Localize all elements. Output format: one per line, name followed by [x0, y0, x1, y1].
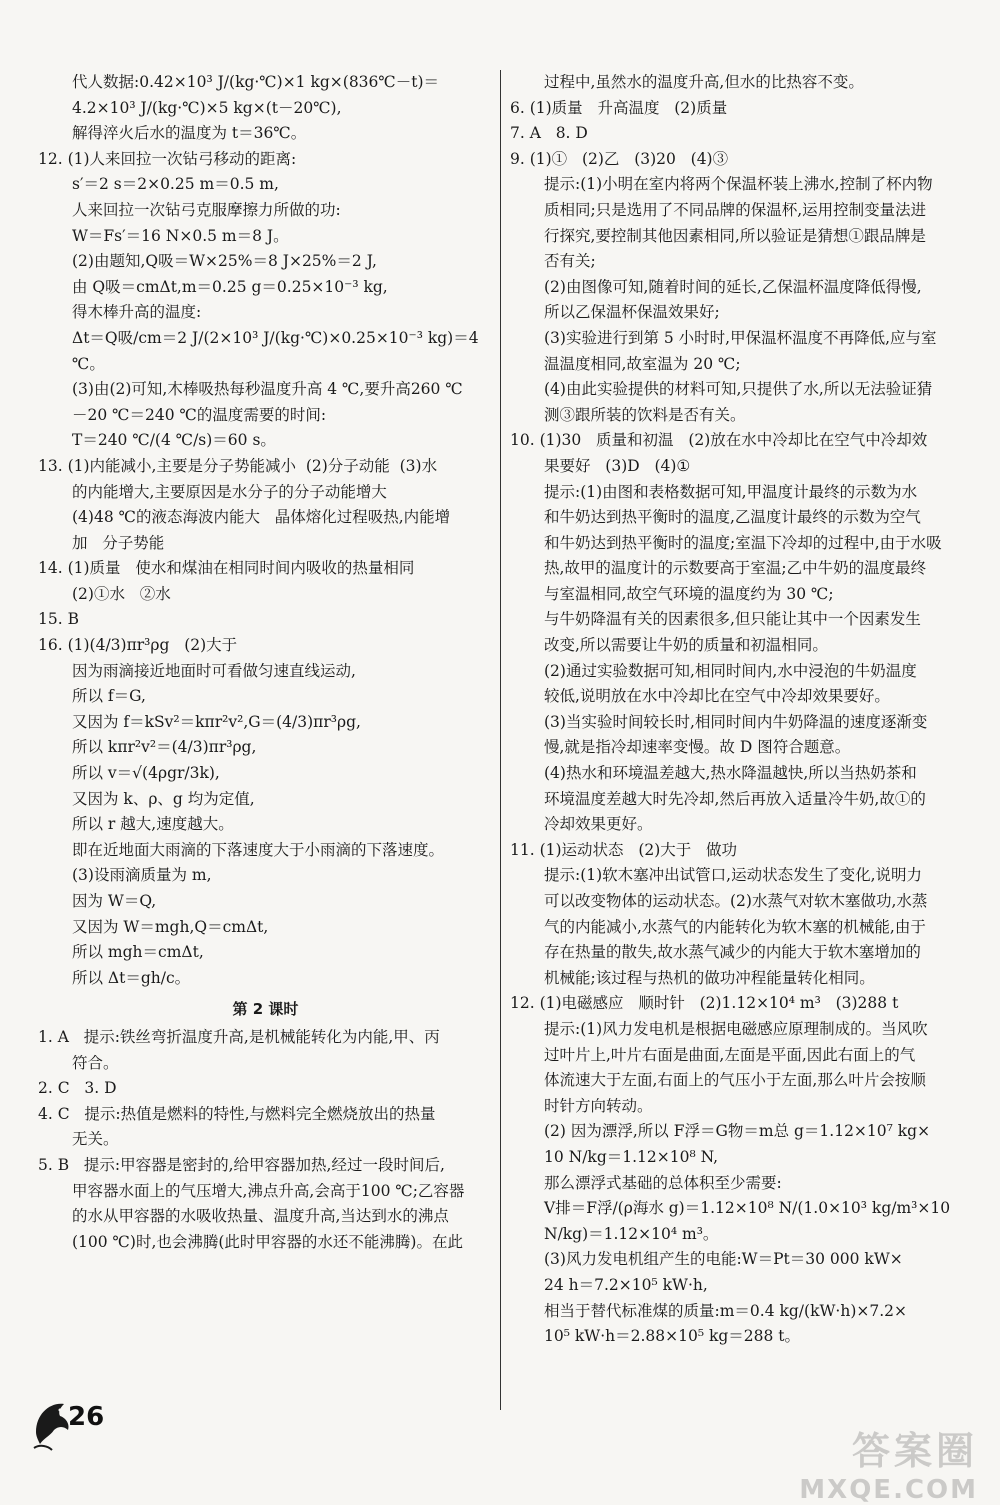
text-line: 提示:(1)由图和表格数据可知,甲温度计最终的示数为水: [544, 482, 918, 501]
text-line: (4)由此实验提供的材料可知,只提供了水,所以无法验证猜: [544, 380, 933, 399]
text-line: 10. (1)30 质量和初温 (2)放在水中冷却比在空气中冷却效: [510, 431, 928, 450]
text-line: 时针方向转动。: [544, 1096, 653, 1115]
text-line: (4)48 ℃的液态海波内能大 晶体熔化过程吸热,内能增: [72, 508, 451, 527]
text-line: 热,故甲的温度计的示数要高于室温;乙中牛奶的温度最终: [544, 559, 927, 578]
text-line: 机械能;该过程与热机的做功冲程能量转化相同。: [544, 968, 875, 987]
text-line: 果要好 (3)D (4)①: [544, 456, 691, 475]
text-line: 提示:(1)风力发电机是根据电磁感应原理制成的。当风吹: [544, 1019, 928, 1038]
column-divider: [500, 70, 501, 1410]
text-line: 解得淬火后水的温度为 t＝36℃。: [72, 124, 307, 143]
text-line: (2)①水 ②水: [72, 584, 171, 603]
text-line: 15. B: [38, 610, 79, 629]
text-line: (3)实验进行到第 5 小时时,甲保温杯温度不再降低,应与室: [544, 328, 937, 347]
text-line: 所以 kπr²v²＝(4/3)πr³ρg,: [72, 738, 257, 757]
text-line: (3)设雨滴质量为 m,: [72, 866, 212, 885]
text-line: (2)由题知,Q吸＝W×25%＝8 J×25%＝2 J,: [72, 252, 377, 271]
section-heading: 第 2 课时: [232, 1000, 299, 1019]
text-line: 14. (1)质量 使水和煤油在相同时间内吸收的热量相同: [38, 559, 415, 578]
text-line: 提示:(1)小明在室内将两个保温杯装上沸水,控制了杯内物: [544, 175, 933, 194]
text-line: 可以改变物体的运动状态。(2)水蒸气对软木塞做功,水蒸: [544, 892, 928, 910]
text-line: 又因为 f＝kSv²＝kπr²v²,G＝(4/3)πr³ρg,: [72, 712, 361, 731]
left-column: [38, 70, 493, 1255]
text-line: (3)当实验时间较长时,相同时间内牛奶降温的速度逐渐变: [544, 712, 928, 731]
text-line: 6. (1)质量 升高温度 (2)质量: [510, 98, 728, 117]
text-line: 即在近地面大雨滴的下落速度大于小雨滴的下落速度。: [72, 840, 445, 859]
text-line: 因为雨滴接近地面时可看做匀速直线运动,: [72, 661, 356, 680]
text-line: 否有关;: [544, 252, 596, 271]
text-line: 改变,所以需要让牛奶的质量和初温相同。: [544, 636, 828, 655]
text-line: 所以 v＝√(4ρgr/3k),: [72, 764, 220, 783]
text-line: 4.2×10³ J/(kg·℃)×5 kg×(t－20℃),: [72, 98, 342, 117]
text-line: (3)风力发电机组产生的电能:W＝Pt＝30 000 kW×: [544, 1250, 903, 1269]
text-line: 的水从甲容器的水吸收热量、温度升高,当达到水的沸点: [72, 1207, 449, 1226]
text-line: 所以 f＝G,: [72, 687, 146, 706]
text-line: 11. (1)运动状态 (2)大于 做功: [510, 840, 738, 859]
text-line: W＝Fs′＝16 N×0.5 m＝8 J。: [72, 226, 289, 245]
text-line: 与牛奶降温有关的因素很多,但只能让其中一个因素发生: [544, 610, 921, 629]
text-line: 7. A 8. D: [510, 124, 588, 143]
text-line: 代人数据:0.42×10³ J/(kg·℃)×1 kg×(836℃－t)＝: [72, 73, 440, 91]
text-line: 冷却效果更好。: [544, 815, 653, 834]
text-line: 体流速大于左面,右面上的气压小于左面,那么叶片会按顺: [544, 1071, 926, 1090]
text-line: 人来回拉一次钻弓克服摩擦力所做的功:: [72, 200, 341, 219]
page-number: 26: [68, 1402, 105, 1432]
text-line: 5. B 提示:甲容器是密封的,给甲容器加热,经过一段时间后,: [38, 1155, 445, 1174]
text-line: 测③跟所装的饮料是否有关。: [544, 405, 746, 424]
text-line: 所以 mgh＝cmΔt,: [72, 943, 204, 962]
text-line: 13. (1)内能减小,主要是分子势能减小 (2)分子动能 (3)水: [38, 456, 438, 475]
text-line: 10 N/kg＝1.12×10⁸ N,: [544, 1147, 719, 1166]
text-line: 2. C 3. D: [38, 1079, 117, 1098]
text-line: (4)热水和环境温差越大,热水降温越快,所以当热奶茶和: [544, 764, 917, 783]
text-line: 提示:(1)软木塞冲出试管口,运动状态发生了变化,说明力: [544, 866, 923, 885]
text-line: (2)由图像可知,随着时间的延长,乙保温杯温度降低得慢,: [544, 277, 922, 296]
text-line: 加 分子势能: [72, 533, 165, 552]
text-line: 所以 Δt＝gh/c。: [72, 968, 191, 987]
text-line: 无关。: [72, 1130, 119, 1149]
text-line: 较低,说明放在水中冷却比在空气中冷却效果要好。: [544, 687, 890, 706]
watermark-logo-text: 答案圈: [851, 1429, 978, 1473]
text-line: 温温度相同,故室温为 20 ℃;: [544, 354, 741, 373]
text-line: 相当于替代标准煤的质量:m＝0.4 kg/(kW·h)×7.2×: [544, 1301, 907, 1320]
text-line: 24 h＝7.2×10⁵ kW·h,: [544, 1275, 708, 1294]
text-line: (3)由(2)可知,木棒吸热每秒温度升高 4 ℃,要升高260 ℃: [72, 380, 463, 399]
text-line: 那么漂浮式基础的总体积至少需要:: [544, 1173, 782, 1192]
text-line: 与室温相同,故空气环境的温度约为 30 ℃;: [544, 584, 834, 603]
text-line: V排＝F浮/(ρ海水 g)＝1.12×10⁸ N/(1.0×10³ kg/m³×10 N/kg)＝1.12×10⁴ m³。: [544, 1199, 956, 1243]
text-line: 符合。: [72, 1053, 119, 1072]
right-column: [510, 70, 972, 1350]
text-line: 慢,就是指冷却速率变慢。故 D 图符合题意。: [544, 738, 851, 757]
text-line: 甲容器水面上的气压增大,沸点升高,会高于100 ℃;乙容器: [72, 1181, 465, 1200]
text-line: 因为 W＝Q,: [72, 892, 157, 910]
text-line: 得木棒升高的温度:: [72, 303, 202, 322]
text-line: 存在热量的散失,故水蒸气减少的内能大于软木塞增加的: [544, 943, 921, 962]
text-line: 12. (1)电磁感应 顺时针 (2)1.12×10⁴ m³ (3)288 t: [510, 994, 899, 1013]
text-line: 4. C 提示:热值是燃料的特性,与燃料完全燃烧放出的热量: [38, 1104, 436, 1123]
text-line: 又因为 W＝mgh,Q＝cmΔt,: [72, 917, 269, 936]
text-line: (2) 因为漂浮,所以 F浮＝G物＝m总 g＝1.12×10⁷ kg×: [544, 1122, 931, 1141]
text-line: 1. A 提示:铁丝弯折温度升高,是机械能转化为内能,甲、丙: [38, 1027, 440, 1046]
text-line: －20 ℃＝240 ℃的温度需要的时间:: [72, 405, 327, 424]
text-line: 的内能增大,主要原因是水分子的分子动能增大: [72, 482, 387, 501]
text-line: 由 Q吸＝cmΔt,m＝0.25 g＝0.25×10⁻³ kg,: [72, 277, 388, 296]
text-line: 所以 r 越大,速度越大。: [72, 815, 234, 834]
text-line: 10⁵ kW·h＝2.88×10⁵ kg＝288 t。: [544, 1327, 801, 1346]
text-line: (100 ℃)时,也会沸腾(此时甲容器的水还不能沸腾)。在此: [72, 1232, 463, 1251]
text-line: 气的内能减小,水蒸气的内能转化为软木塞的机械能,由于: [544, 917, 926, 936]
text-line: Δt＝Q吸/cm＝2 J/(2×10³ J/(kg·℃)×0.25×10⁻³ kg)＝4 ℃。: [72, 328, 484, 373]
text-line: 行探究,要控制其他因素相同,所以验证是猜想①跟品牌是: [544, 226, 926, 245]
text-line: 环境温度差越大时先冷却,然后再放入适量冷牛奶,故①的: [544, 789, 926, 808]
watermark-url: MXQE.COM: [799, 1475, 978, 1505]
watermark: [799, 1420, 978, 1505]
text-line: T＝240 ℃/(4 ℃/s)＝60 s。: [72, 431, 276, 450]
text-line: (2)通过实验数据可知,相同时间内,水中浸泡的牛奶温度: [544, 661, 917, 680]
text-line: 过叶片上,叶片右面是曲面,左面是平面,因此右面上的气: [544, 1045, 916, 1064]
text-line: 过程中,虽然水的温度升高,但水的比热容不变。: [544, 73, 864, 91]
text-line: 和牛奶达到热平衡时的温度,乙温度计最终的示数为空气: [544, 508, 921, 527]
text-line: 质相同;只是选用了不同品牌的保温杯,运用控制变量法进: [544, 200, 927, 219]
text-line: 和牛奶达到热平衡时的温度;室温下冷却的过程中,由于水吸: [544, 533, 942, 552]
text-line: 9. (1)① (2)乙 (3)20 (4)③: [510, 149, 729, 168]
text-line: 12. (1)人来回拉一次钻弓移动的距离:: [38, 149, 297, 168]
text-line: 16. (1)(4/3)πr³ρg (2)大于: [38, 636, 238, 655]
text-line: 所以乙保温杯保温效果好;: [544, 303, 720, 322]
text-line: s′＝2 s＝2×0.25 m＝0.5 m,: [72, 175, 279, 194]
text-line: 又因为 k、ρ、g 均为定值,: [72, 789, 255, 808]
